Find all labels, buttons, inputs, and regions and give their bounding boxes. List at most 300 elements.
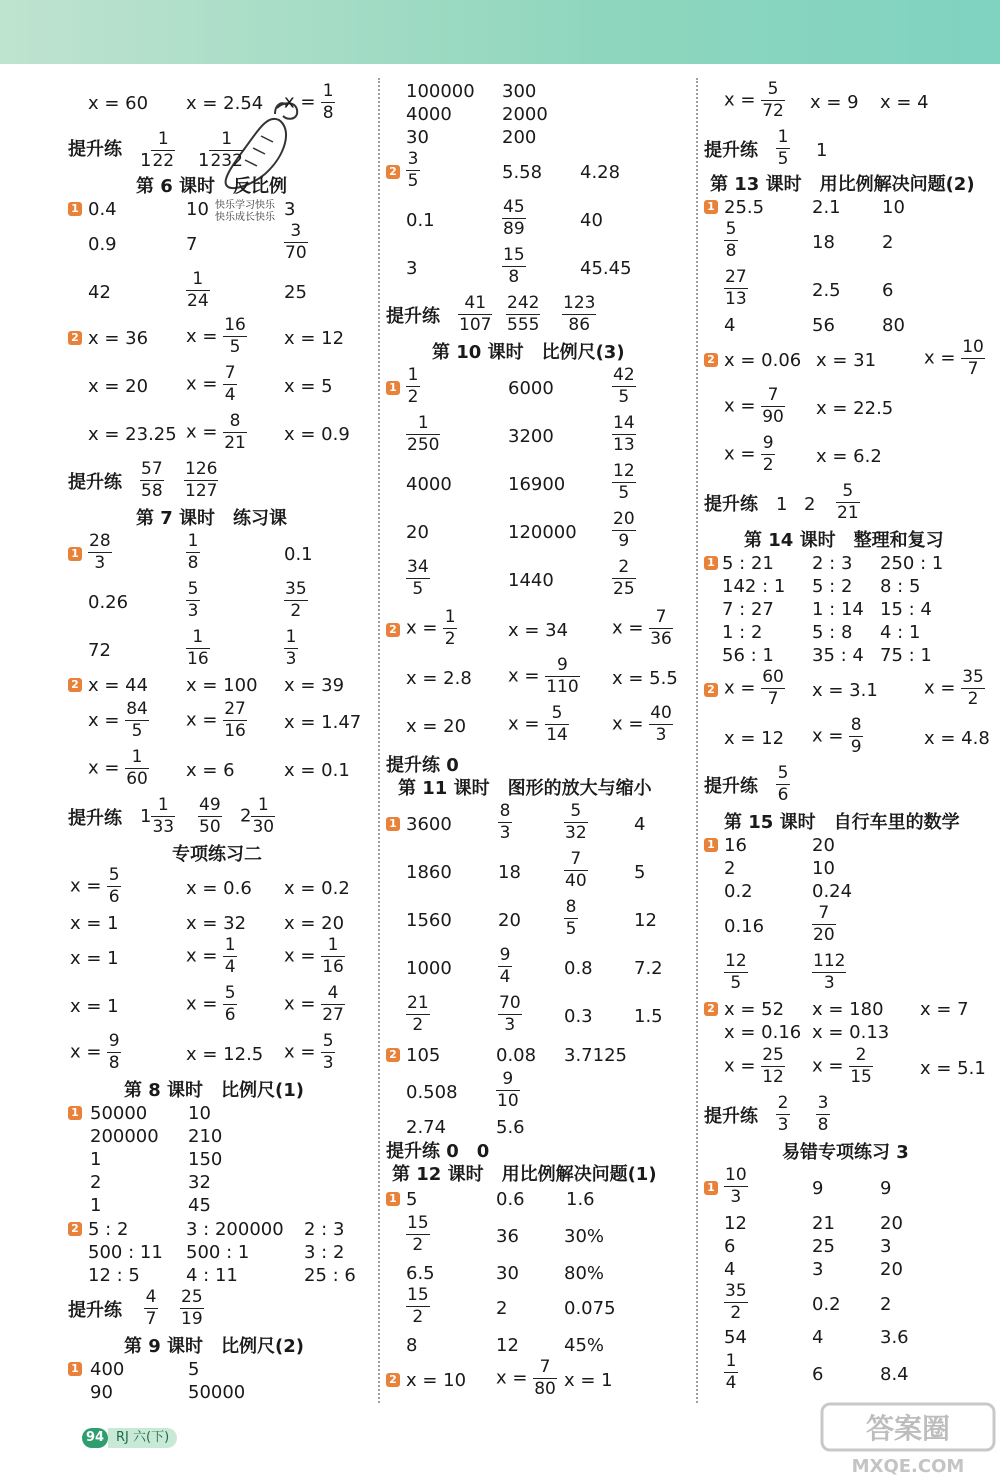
- answer: 6: [882, 280, 894, 301]
- fraction: [776, 764, 790, 805]
- answer: [406, 1286, 430, 1327]
- numerator: 15: [407, 1285, 429, 1305]
- answer: [406, 150, 420, 191]
- lesson-title: 第 11 课时 图形的放大与缩小: [398, 778, 652, 799]
- answer: x = 0.13: [812, 1022, 890, 1043]
- answer: x = $\frac{9}{110}$: [508, 655, 579, 697]
- numerator: 3: [817, 1093, 829, 1113]
- fraction: [125, 700, 149, 741]
- answer: 0.24: [812, 881, 853, 902]
- denominator: 33: [152, 817, 175, 837]
- denominator: 16: [322, 957, 344, 977]
- answer: 30: [406, 127, 429, 148]
- fraction: [223, 984, 237, 1025]
- numerator: 1: [257, 795, 269, 815]
- numerator: 7: [818, 903, 830, 923]
- answer: [724, 268, 748, 309]
- fraction: [223, 936, 237, 977]
- section-badge-2: 2: [386, 1373, 400, 1387]
- fraction: [849, 1046, 873, 1087]
- answer: [496, 1070, 520, 1111]
- denominator: 7: [967, 359, 979, 379]
- answer: 5.6: [496, 1117, 525, 1138]
- answer: [406, 366, 420, 407]
- answer: 5 : 2: [812, 576, 853, 597]
- answer: 30%: [564, 1226, 605, 1247]
- answer: 1000: [406, 958, 452, 979]
- numerator: 1: [131, 747, 143, 767]
- denominator: 2: [412, 1015, 424, 1035]
- answer: 4.28: [580, 162, 621, 183]
- answer: x = $\frac{10}{7}$: [924, 337, 984, 379]
- denominator: 50: [199, 817, 221, 837]
- numerator: 112: [813, 951, 846, 971]
- answer: 105: [406, 1045, 441, 1066]
- fraction: [724, 1282, 748, 1323]
- fraction: [186, 270, 210, 311]
- fraction: [776, 1094, 790, 1135]
- answer: 2: [496, 1298, 508, 1319]
- denominator: 5: [618, 483, 630, 503]
- answer: [284, 82, 335, 123]
- answer: x = 9: [810, 92, 859, 113]
- fraction: [406, 994, 430, 1035]
- answer: 2: [90, 1172, 102, 1193]
- fraction: [186, 532, 200, 573]
- answer: x = 5: [284, 376, 333, 397]
- fraction: [564, 898, 578, 939]
- fraction: [125, 748, 149, 789]
- lesson-title: 第 15 课时 自行车里的数学: [724, 812, 960, 833]
- denominator: 40: [565, 871, 587, 891]
- answer: 5: [406, 1189, 418, 1210]
- numerator: 25: [762, 1045, 784, 1065]
- numerator: 5: [551, 703, 563, 723]
- answer: 500 : 1: [186, 1242, 250, 1263]
- denominator: 25: [613, 579, 635, 599]
- answer: 2: [804, 494, 816, 515]
- numerator: 9: [502, 1069, 514, 1089]
- answer: x = $\frac{1}{60}$: [88, 747, 148, 789]
- denominator: 9: [850, 737, 862, 757]
- section-badge-1: 1: [68, 547, 82, 561]
- answer: [186, 628, 210, 669]
- answer: 0.6: [496, 1189, 525, 1210]
- answer: 45: [188, 1195, 211, 1216]
- answer: x = $\frac{9}{8}$: [70, 1031, 120, 1073]
- numerator: 1: [192, 269, 204, 289]
- answer: 3: [812, 1259, 824, 1280]
- fraction: [406, 558, 430, 599]
- answer: 9: [812, 1178, 824, 1199]
- answer: [186, 580, 200, 621]
- answer: [724, 220, 738, 261]
- numerator: 5: [777, 763, 789, 783]
- section-badge-2: 2: [704, 1002, 718, 1016]
- answer: x = 12: [724, 728, 785, 749]
- answer: 0.2: [812, 1294, 841, 1315]
- fraction: [406, 414, 440, 455]
- numerator: 57: [141, 459, 163, 479]
- answer: 12: [634, 910, 657, 931]
- answer: 1.5: [634, 1006, 663, 1027]
- numerator: 7: [570, 849, 582, 869]
- numerator: 14: [613, 413, 635, 433]
- denominator: 80: [534, 1379, 556, 1399]
- answer: 2: [882, 232, 894, 253]
- fraction: [223, 412, 247, 453]
- numerator: 4: [327, 983, 339, 1003]
- numerator: 8: [565, 897, 577, 917]
- denominator: 5: [777, 149, 789, 169]
- answer: 1860: [406, 862, 452, 883]
- answer: 0.508: [406, 1082, 458, 1103]
- numerator: 15: [503, 245, 525, 265]
- answer: x = 3.1: [812, 680, 878, 701]
- answer: x = $\frac{5}{72}$: [724, 79, 784, 121]
- fraction: [443, 608, 457, 649]
- answer: 56 : 1: [722, 645, 774, 666]
- answer: 4: [634, 814, 646, 835]
- answer: x = 22.5: [816, 398, 894, 419]
- answer: 0.2: [724, 881, 753, 902]
- answer: 2: [880, 1294, 892, 1315]
- answer: x = 20: [284, 913, 345, 934]
- answer: 4: [724, 1259, 736, 1280]
- carrot-caption-line: 快乐学习快乐: [215, 200, 275, 211]
- tisheng-row: 提升练 0: [386, 755, 459, 776]
- answer: 3: [406, 258, 418, 279]
- numerator: 5: [224, 983, 236, 1003]
- answer: 200: [502, 127, 537, 148]
- numerator: 8: [850, 715, 862, 735]
- answer: 25 : 6: [304, 1265, 356, 1286]
- numerator: 35: [725, 1281, 747, 1301]
- numerator: 10: [725, 1165, 747, 1185]
- answer: [284, 222, 308, 263]
- answer: 5 : 21: [722, 553, 774, 574]
- answer: x = 5.5: [612, 668, 678, 689]
- denominator: 5: [730, 973, 742, 993]
- fraction: [816, 1094, 830, 1135]
- denominator: 90: [762, 407, 784, 427]
- answer: x = 1: [70, 948, 119, 969]
- answer: x = 1: [564, 1370, 613, 1391]
- fraction: [506, 294, 540, 335]
- answer: x = $\frac{84}{5}$: [88, 699, 148, 741]
- answer: 90: [90, 1382, 113, 1403]
- answer: x = $\frac{2}{15}$: [812, 1045, 872, 1087]
- numerator: 123: [563, 293, 596, 313]
- denominator: 127: [185, 481, 218, 501]
- answer: x = 20: [88, 376, 149, 397]
- carrot-caption: [215, 200, 275, 224]
- fraction: [144, 1288, 158, 1329]
- answer: x = $\frac{25}{12}$: [724, 1045, 784, 1087]
- denominator: 2: [407, 387, 419, 407]
- answer: 提升练: [68, 808, 122, 829]
- svg-text:答案圈: 答案圈: [865, 1412, 951, 1445]
- answer: x = $\frac{8}{21}$: [186, 411, 246, 453]
- answer: 32: [188, 1172, 211, 1193]
- fraction: [223, 364, 237, 405]
- answer: x = 1: [70, 913, 119, 934]
- denominator: 89: [503, 219, 525, 239]
- answer: 80%: [564, 1263, 605, 1284]
- lesson-title: 第 13 课时 用比例解决问题(2): [710, 174, 975, 195]
- section-badge-1: 1: [68, 202, 82, 216]
- fraction: [533, 1358, 557, 1399]
- numerator: 15: [407, 1213, 429, 1233]
- answer: 2.5: [812, 280, 841, 301]
- answer: 7: [186, 234, 198, 255]
- fraction: [321, 984, 345, 1025]
- answer: [498, 802, 512, 843]
- answer: 提升练: [704, 140, 758, 161]
- answer: 8: [406, 1335, 418, 1356]
- answer: 0.4: [88, 199, 117, 220]
- numerator: 84: [126, 699, 148, 719]
- answer: 5 : 2: [88, 1219, 129, 1240]
- answer: x = $\frac{35}{2}$: [924, 667, 984, 709]
- answer: 1 $\frac{1}{22}$: [140, 129, 175, 171]
- fraction: [961, 338, 985, 379]
- denominator: 15: [850, 1067, 872, 1087]
- numerator: 3: [407, 149, 419, 169]
- numerator: 25: [181, 1287, 203, 1307]
- denominator: 20: [813, 925, 835, 945]
- watermark-logo: [818, 1400, 998, 1480]
- denominator: 8: [322, 103, 334, 123]
- answer: 1: [90, 1195, 102, 1216]
- answer: x = $\frac{1}{2}$: [406, 607, 456, 649]
- numerator: 5: [725, 219, 737, 239]
- denominator: 2: [290, 601, 302, 621]
- fraction: [564, 802, 588, 843]
- answer: x = 4: [880, 92, 929, 113]
- answer: x = $\frac{16}{5}$: [186, 315, 246, 357]
- denominator: 58: [141, 481, 163, 501]
- answer: [562, 294, 596, 335]
- numerator: 45: [503, 197, 525, 217]
- denominator: 7: [767, 689, 779, 709]
- lesson-title: 专项练习二: [172, 844, 262, 865]
- answer: x = 34: [508, 620, 569, 641]
- numerator: 9: [499, 945, 511, 965]
- answer: x = 6: [186, 760, 235, 781]
- page-number: 94: [82, 1428, 108, 1448]
- answer: 10: [812, 858, 835, 879]
- denominator: 5: [229, 337, 241, 357]
- denominator: 3: [187, 601, 199, 621]
- answer: 45.45: [580, 258, 632, 279]
- answer: 36: [496, 1226, 519, 1247]
- section-badge-1: 1: [704, 200, 718, 214]
- numerator: 1: [157, 795, 169, 815]
- answer: 72: [88, 640, 111, 661]
- answer: x = $\frac{7}{4}$: [186, 363, 236, 405]
- numerator: 1: [187, 531, 199, 551]
- section-badge-2: 2: [386, 623, 400, 637]
- answer: 0.3: [564, 1006, 593, 1027]
- lesson-title: 第 10 课时 比例尺(3): [432, 342, 625, 363]
- denominator: 250: [407, 435, 440, 455]
- answer: x = 12.5: [186, 1044, 264, 1065]
- denominator: 5: [407, 171, 419, 191]
- numerator: 10: [962, 337, 984, 357]
- answer: 2: [724, 858, 736, 879]
- answer: 1: [816, 140, 828, 161]
- answer: x = 1: [70, 996, 119, 1017]
- carrot-caption-line: 快乐成长快乐: [215, 212, 275, 223]
- numerator: 1: [322, 81, 334, 101]
- denominator: 4: [224, 385, 236, 405]
- denominator: 5: [618, 387, 630, 407]
- answer: x = $\frac{27}{16}$: [186, 699, 246, 741]
- answer: x = 36: [88, 328, 149, 349]
- section-badge-1: 1: [68, 1106, 82, 1120]
- fraction: [223, 700, 247, 741]
- answer: 7.2: [634, 958, 663, 979]
- answer: 10: [188, 1103, 211, 1124]
- fraction: [498, 802, 512, 843]
- denominator: 70: [285, 243, 307, 263]
- denominator: 3: [285, 649, 297, 669]
- answer: [812, 904, 836, 945]
- answer: 50000: [188, 1382, 246, 1403]
- fraction: [186, 628, 210, 669]
- fraction: [836, 482, 860, 523]
- answer: 210: [188, 1126, 223, 1147]
- denominator: 72: [762, 101, 784, 121]
- answer: 5.58: [502, 162, 543, 183]
- answer: 5: [188, 1359, 200, 1380]
- answer: x = $\frac{7}{80}$: [496, 1357, 556, 1399]
- answer: 1440: [508, 570, 554, 591]
- numerator: 1: [221, 129, 233, 149]
- fraction: [812, 952, 846, 993]
- answer: 2.1: [812, 197, 841, 218]
- answer: [564, 898, 578, 939]
- denominator: 2: [412, 1307, 424, 1327]
- fraction: [761, 668, 785, 709]
- answer: 0.1: [284, 544, 313, 565]
- answer: 2000: [502, 104, 548, 125]
- denominator: 6: [224, 1005, 236, 1025]
- fraction: [612, 558, 636, 599]
- answer: x = 2.8: [406, 668, 472, 689]
- denominator: 22: [152, 151, 175, 171]
- denominator: 10: [497, 1091, 519, 1111]
- section-badge-2: 2: [386, 1048, 400, 1062]
- answer: x = $\frac{5}{3}$: [284, 1031, 334, 1073]
- answer: 200000: [90, 1126, 159, 1147]
- numerator: 7: [539, 1357, 551, 1377]
- answer: [184, 460, 218, 501]
- answer: 12 : 5: [88, 1265, 140, 1286]
- answer-prefix: x =: [284, 91, 322, 113]
- numerator: 49: [199, 795, 221, 815]
- answer: x = 31: [816, 350, 877, 371]
- answer: [498, 994, 522, 1035]
- answer: 2 : 3: [812, 553, 853, 574]
- denominator: 4: [725, 1373, 737, 1393]
- answer: 8 : 5: [880, 576, 921, 597]
- section-badge-1: 1: [704, 838, 718, 852]
- answer: 142 : 1: [722, 576, 786, 597]
- fraction: [724, 268, 748, 309]
- fraction: [198, 796, 222, 837]
- fraction: [107, 866, 121, 907]
- fraction: [502, 246, 526, 287]
- denominator: 4: [224, 957, 236, 977]
- answer: x = $\frac{4}{27}$: [284, 983, 344, 1025]
- denominator: 5: [565, 919, 577, 939]
- answer: 3: [284, 199, 296, 220]
- answer: 30: [496, 1263, 519, 1284]
- answer: x = 32: [186, 913, 247, 934]
- answer: x = 100: [186, 675, 258, 696]
- answer: 提升练: [704, 494, 758, 515]
- answer: 20: [812, 835, 835, 856]
- answer: x = $\frac{40}{3}$: [612, 703, 672, 745]
- fraction: [649, 608, 673, 649]
- lesson-title: 第 12 课时 用比例解决问题(1): [392, 1164, 657, 1185]
- answer: 0.075: [564, 1298, 616, 1319]
- answer: x = $\frac{8}{9}$: [812, 715, 862, 757]
- answer: 25.5: [724, 197, 765, 218]
- denominator: 8: [725, 241, 737, 261]
- numerator: 2: [777, 1093, 789, 1113]
- answer: [180, 1288, 204, 1329]
- fraction: [140, 460, 164, 501]
- answer: 9: [880, 1178, 892, 1199]
- numerator: 21: [407, 993, 429, 1013]
- section-badge-2: 2: [704, 353, 718, 367]
- fraction: [761, 80, 785, 121]
- answer: 25: [812, 1236, 835, 1257]
- answer: 2 : 3: [304, 1219, 345, 1240]
- denominator: 3: [504, 1015, 516, 1035]
- answer: x = 44: [88, 675, 149, 696]
- fraction: [321, 1032, 335, 1073]
- answer: [88, 532, 112, 573]
- denominator: 13: [613, 435, 635, 455]
- answer: [406, 558, 430, 599]
- fraction: [458, 294, 492, 335]
- answer: [724, 1166, 748, 1207]
- answer: [564, 850, 588, 891]
- answer: 40: [580, 210, 603, 231]
- numerator: 5: [187, 579, 199, 599]
- fraction: [321, 82, 335, 123]
- denominator: 3: [777, 1115, 789, 1135]
- answer: [724, 952, 748, 993]
- numerator: 9: [762, 433, 774, 453]
- tisheng-row: 提升练 0 0: [386, 1141, 490, 1162]
- answer: [776, 1094, 790, 1135]
- answer: x = $\frac{9}{2}$: [724, 433, 774, 475]
- denominator: 60: [126, 769, 148, 789]
- denominator: 3: [655, 725, 667, 745]
- numerator: 27: [725, 267, 747, 287]
- answer: 54: [724, 1327, 747, 1348]
- answer: x = 0.9: [284, 424, 350, 445]
- section-badge-1: 1: [68, 1362, 82, 1376]
- answer: 0.9: [88, 234, 117, 255]
- numerator: 5: [842, 481, 854, 501]
- answer: 56: [812, 315, 835, 336]
